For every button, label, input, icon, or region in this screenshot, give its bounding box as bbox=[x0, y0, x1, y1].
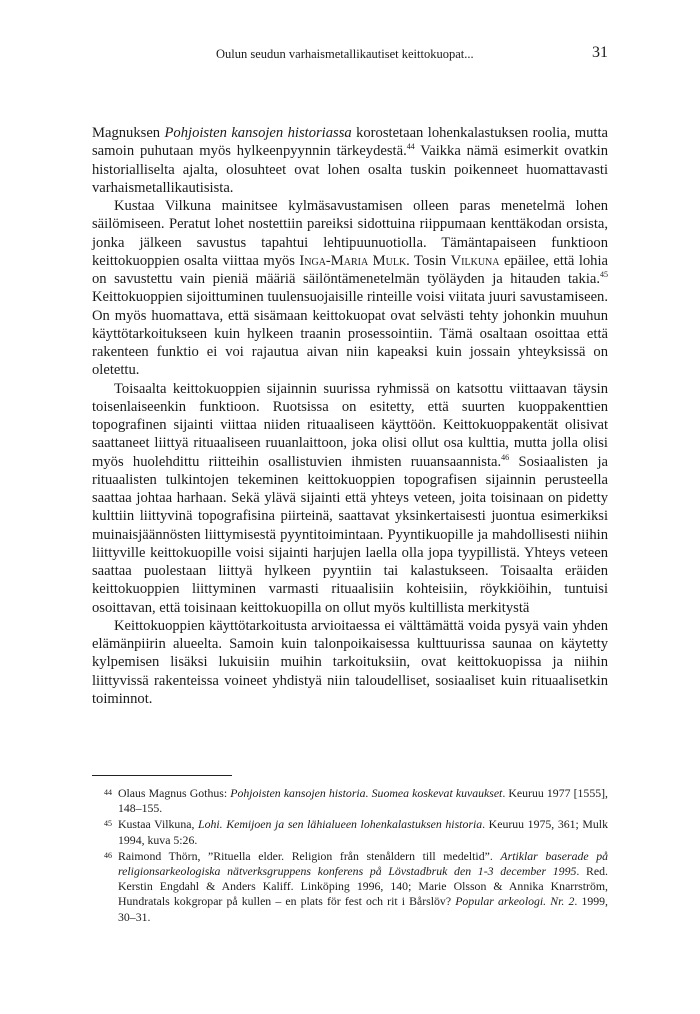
footnote-text: . Keuruu 1975, 361; Mulk 1994, kuva 5:26. bbox=[118, 817, 608, 847]
text-run: Vaikka nämä esimerkit ovatkin historialliselta ajalta, olosuhteet ovat lohen osalta tuskin poikenneet huomattavasti varhaismetallikautisista. bbox=[92, 143, 608, 196]
footnote-text: . Keuruu 1977 [1555], 148–155. bbox=[118, 786, 609, 816]
footnote-46 bbox=[92, 849, 608, 925]
footnote-number: 44 bbox=[104, 788, 112, 797]
text-run: Magnuksen bbox=[92, 125, 165, 141]
author-name: Vilkuna bbox=[450, 252, 500, 269]
footnote-45 bbox=[92, 817, 608, 847]
footnote-text: . 1999, 30–31. bbox=[118, 894, 608, 924]
author-name: Inga-Maria Mulk bbox=[299, 252, 407, 269]
text-run: Toisaalta keittokuoppien sijainnin suurissa ryhmissä on katsottu viittaavan täysin toisenlaiseenkin funktioon. Ruotsissa on esitetty, että suurten kuoppakenttien topografinen sijainti viittaa niiden rituaaliseen käyttöön. Keittokuoppakentät olisivat saattaneet liittyä rituaaliseen ruuanlaittoon, joka olisi ollut osa kulttia, mutta jolla olisi myös huolehdittu riitteihin osallistuvien ihmisten ruuansaannista. bbox=[92, 380, 608, 470]
paragraph-4 bbox=[92, 617, 608, 708]
body-text bbox=[92, 124, 608, 708]
paragraph-1 bbox=[92, 124, 608, 197]
footnotes bbox=[92, 786, 608, 926]
page-header bbox=[92, 44, 608, 69]
text-run: Sosiaalisten ja rituaalisten tulkintojen tekeminen keittokuoppien topografisen sijainnin perusteella saattaa johtaa harhaan. Sekä ylävä sijainti että yhteys veteen, joita toisinaan on pidetty kulttiin liittyvinä topografisina piirteinä, saattavat yksinkertaisesti juontua esimerkiksi muinaisjäännösten liittymisestä pyyntitoimintaan. Pyyntikuopille ja mahdollisesti niihin liittyville keittokuopille voisi sijainti harjujen laella olla jopa tyypillistä. Yhteys veteen saattaa puolestaan liittyä hylkeen pyyntiin tai kalastukseen. Toisaalta eräiden keittokuoppien liittyminen varmasti rituaalisiin kohteisiin, röykkiöihin, tuntuisi osoittavan, että toisinaan keittokuopilla on ollut myös kultillista merkitystä bbox=[92, 453, 608, 616]
footnote-title: Pohjoisten kansojen historia. Suomea koskevat kuvaukset bbox=[230, 786, 503, 800]
paragraph-3 bbox=[92, 380, 608, 617]
text-run: Keittokuoppien käyttötarkoitusta arvioitaessa ei välttämättä voida pysyä vain yhden elämänpiirin alueelta. Samoin kuin talonpoikaisessa kulttuurissa saunaa on käytetty kylpemisen lisäksi lukuisiin muihin tarkoituksiin, ovat keittokuopissa ja niihin liittyvissä rakenteissa voineet yhdistyä niin taloudelliset, sosiaaliset kuin rituaalisetkin toiminnot. bbox=[92, 617, 608, 707]
footnote-text: Kustaa Vilkuna, bbox=[118, 817, 199, 832]
running-title: Oulun seudun varhaismetallikautiset keittokuopat... bbox=[216, 47, 474, 61]
footnote-number: 46 bbox=[104, 850, 112, 860]
text-run: epäilee, että lohia on savustettu vain pieniä määriä säilöntämenetelmän työläyden ja hitauden takia. bbox=[92, 252, 609, 287]
footnote-title: Popular arkeologi. Nr. 2 bbox=[455, 894, 575, 909]
text-run: . Tosin bbox=[406, 252, 451, 269]
footnote-divider bbox=[92, 775, 232, 776]
footnote-ref-44[interactable]: 44 bbox=[406, 142, 415, 152]
book-title: Pohjoisten kansojen historiassa bbox=[164, 125, 352, 141]
footnote-title: Lohi. Kemijoen ja sen lähialueen lohenkalastuksen historia bbox=[198, 817, 483, 832]
footnote-title: Artiklar baserade på religionsarkeologiska nätverksgruppens konferens på Lövstadbruk den 1-3 december 1995 bbox=[118, 848, 608, 879]
text-run: Kustaa Vilkuna mainitsee kylmäsavustamisen olleen paras menetelmä lohen säilömiseen. Peratut lohet nostettiin pareiksi sidottuina riippumaan kenttäkodan orsista, jonka jälkeen savustus tapahtui lehtipuunuotiolla. Tämäntapaiseen funktioon keittokuoppien osalta viittaa myös bbox=[92, 198, 608, 269]
footnote-text: . Red. Kerstin Engdahl & Anders Kaliff. Linköping 1996, 140; Marie Olsson & Annika Knarrström, Hundratals kokgropar på kullen – en plats för fest och rit i Bårslöv? bbox=[118, 864, 608, 909]
footnote-44 bbox=[92, 786, 608, 816]
footnote-ref-45[interactable]: 45 bbox=[600, 270, 608, 279]
paragraph-2 bbox=[92, 197, 608, 380]
footnote-text: Olaus Magnus Gothus: bbox=[118, 786, 231, 800]
page-number: 31 bbox=[592, 44, 608, 61]
text-run: Keittokuoppien sijoittuminen tuulensuojaisille rinteille voisi viitata juuri savustamiseen. On myös huomattava, että sisämaan keittokuopat ovat selvästi tehty johonkin muuhun käyttötarkoitukseen kuin hylkeen traanin prosessointiin. Tämä osaltaan osoittaa että rakenteen funktio ei voi rajautua aivan niin kapeaksi kuin jossain yhteyksissä on oletettu. bbox=[92, 289, 608, 379]
footnote-ref-46[interactable]: 46 bbox=[501, 452, 510, 462]
text-run: korostetaan lohenkalastuksen roolia, mutta samoin puhutaan myös hylkeenpyynnin tärkeydestä. bbox=[92, 125, 609, 160]
footnote-text: Raimond Thörn, ”Rituella elder. Religion från stenåldern till medeltid”. bbox=[118, 848, 501, 863]
footnote-number: 45 bbox=[104, 819, 112, 829]
